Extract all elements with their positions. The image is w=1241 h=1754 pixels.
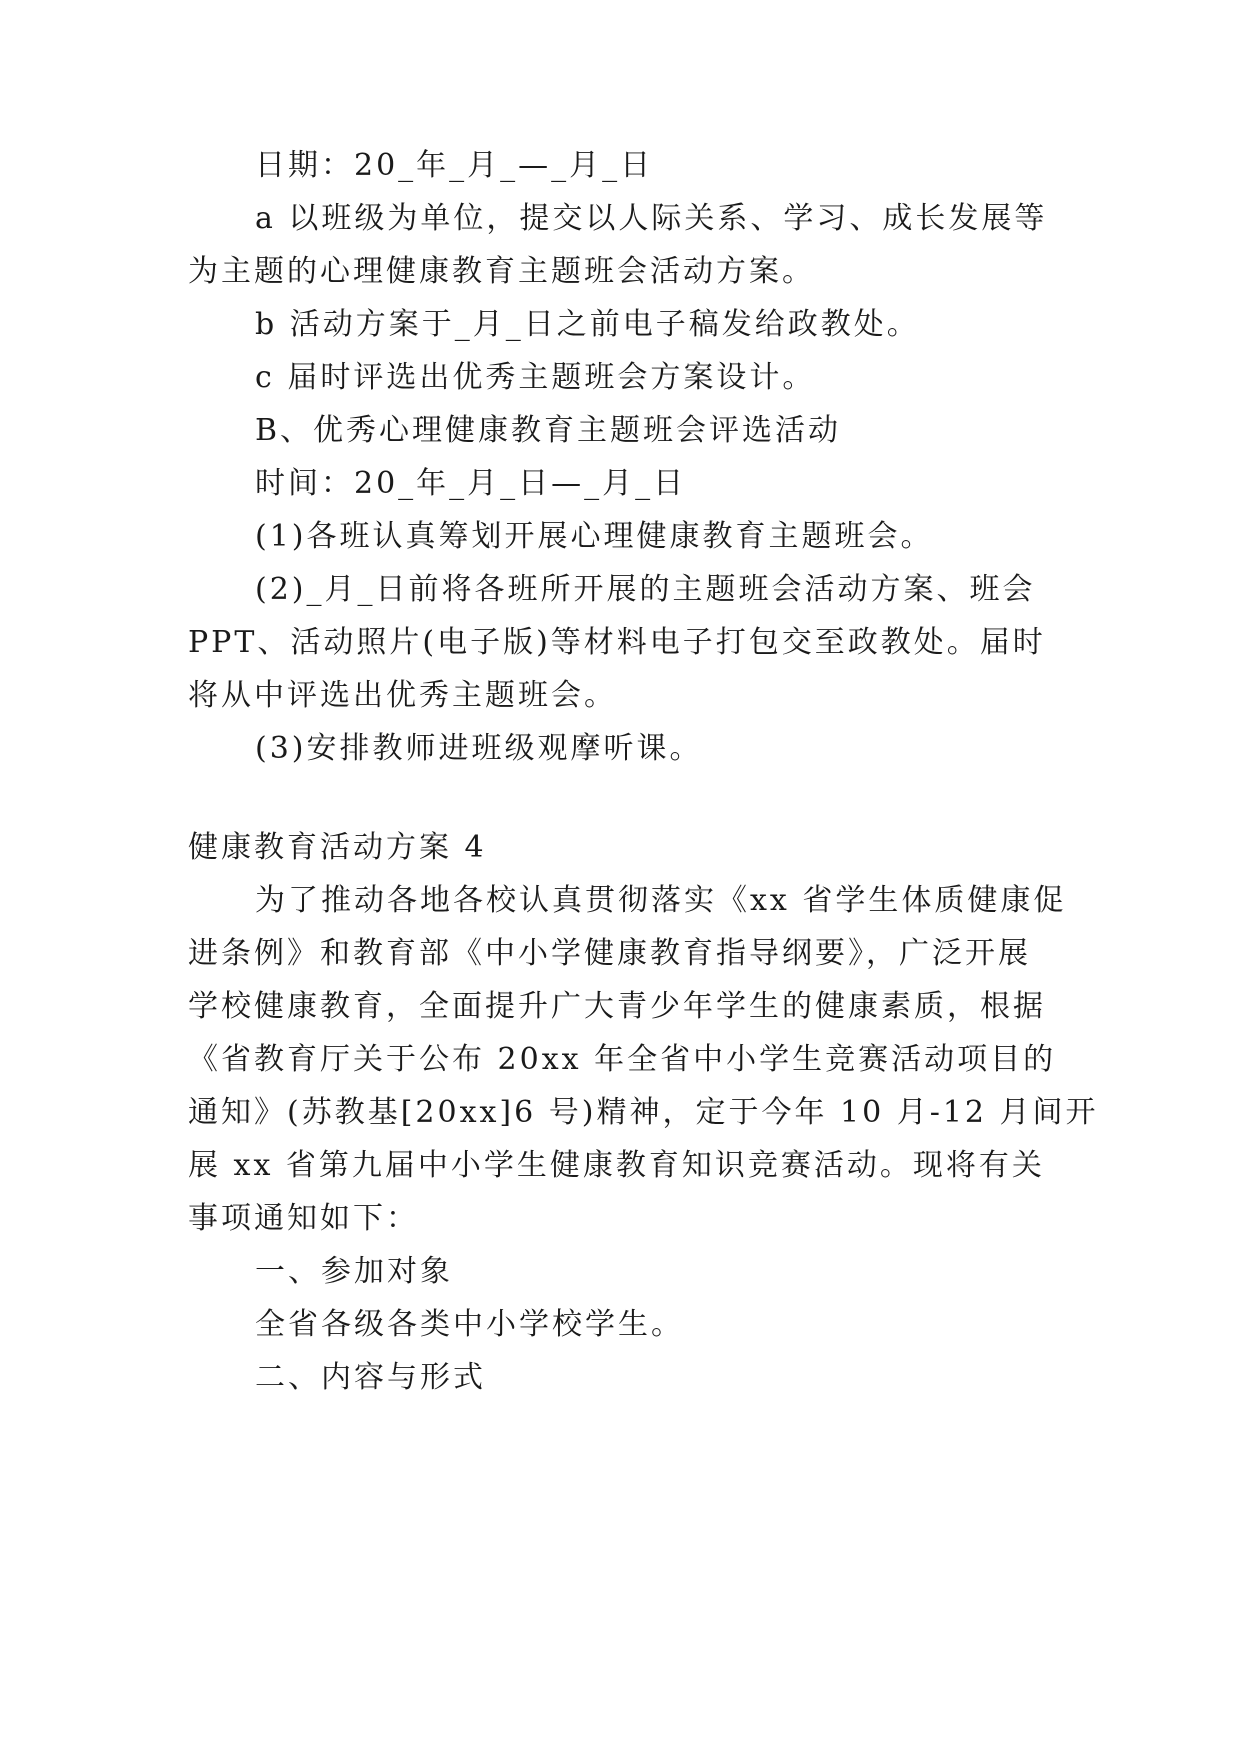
item-b: b 活动方案于_月_日之前电子稿发给政教处。: [255, 307, 920, 342]
intro-line-1: 为了推动各地各校认真贯彻落实《xx 省学生体质健康促: [255, 883, 1067, 918]
item-2-line-1: (2)_月_日前将各班所开展的主题班会活动方案、班会: [255, 572, 1036, 607]
heading-participants: 一、参加对象: [255, 1254, 453, 1289]
item-2-line-2: PPT、活动照片(电子版)等材料电子打包交至政教处。届时: [188, 625, 1046, 660]
item-c: c 届时评选出优秀主题班会方案设计。: [255, 360, 816, 395]
item-2-line-3: 将从中评选出优秀主题班会。: [188, 678, 617, 713]
intro-line-3: 学校健康教育，全面提升广大青少年学生的健康素质，根据: [188, 989, 1046, 1024]
intro-line-6: 展 xx 省第九届中小学生健康教育知识竞赛活动。现将有关: [188, 1148, 1045, 1183]
intro-line-2: 进条例》和教育部《中小学健康教育指导纲要》，广泛开展: [188, 936, 1031, 971]
intro-line-7: 事项通知如下：: [188, 1201, 419, 1236]
time-line: 时间：20_年_月_日—_月_日: [255, 466, 687, 501]
intro-line-4: 《省教育厅关于公布 20xx 年全省中小学生竞赛活动项目的: [188, 1042, 1057, 1077]
heading-content-form: 二、内容与形式: [255, 1360, 486, 1395]
item-a-line-2: 为主题的心理健康教育主题班会活动方案。: [188, 254, 815, 289]
date-line: 日期：20_年_月_—_月_日: [255, 148, 654, 183]
intro-line-5: 通知》(苏教基[20xx]6 号)精神，定于今年 10 月-12 月间开: [188, 1095, 1099, 1130]
item-a-line-1: a 以班级为单位，提交以人际关系、学习、成长发展等: [255, 201, 1048, 236]
plan4-title: 健康教育活动方案 4: [188, 830, 487, 865]
item-1: (1)各班认真筹划开展心理健康教育主题班会。: [255, 519, 934, 554]
participants-text: 全省各级各类中小学校学生。: [255, 1307, 684, 1342]
item-3: (3)安排教师进班级观摩听课。: [255, 731, 703, 766]
section-b-heading: B、优秀心理健康教育主题班会评选活动: [255, 413, 842, 448]
